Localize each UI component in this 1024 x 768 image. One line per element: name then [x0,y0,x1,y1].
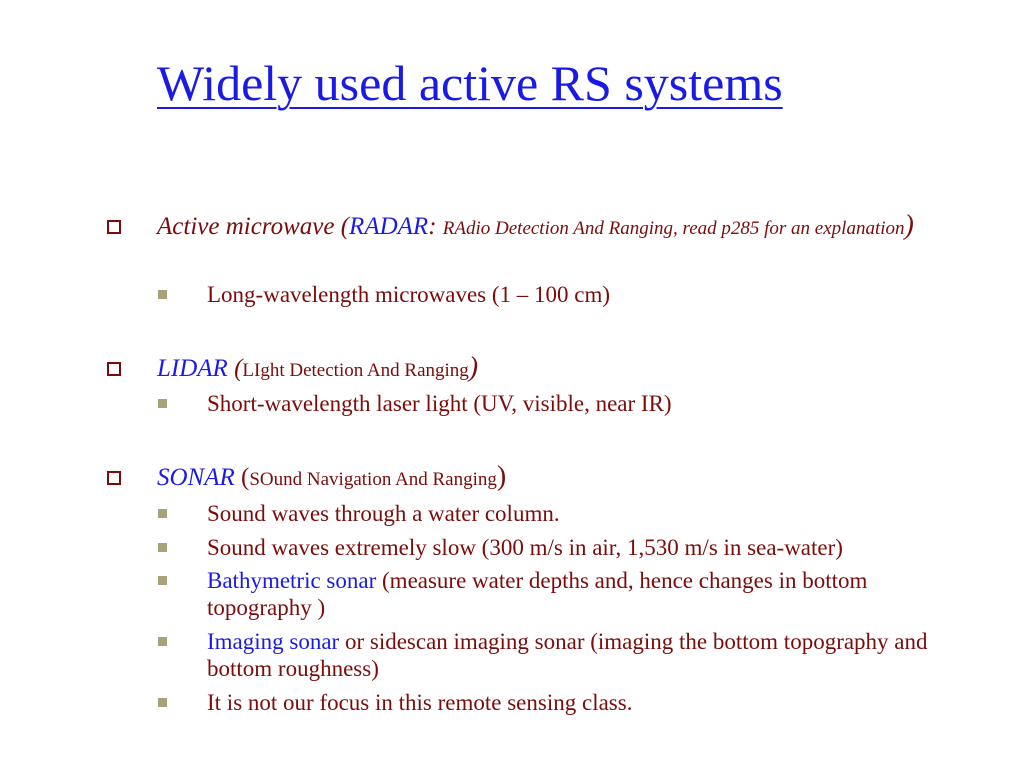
hollow-square-icon [107,220,121,234]
sub-bullet-sonar-2 [207,534,1007,561]
sub-bullet-radar-1 [207,281,1007,308]
sub-bullet-text: Sound waves extremely slow (300 m/s in air, 1,530 m/s in sea-water) [207,535,843,560]
sub-bullet-sonar-4 [207,628,967,682]
filled-square-icon [158,637,167,646]
bullet-sonar [157,462,1017,495]
bullet-lidar-close: ) [468,352,479,383]
sub-bullet-text: Long-wavelength microwaves (1 – 100 cm) [207,282,611,307]
sub-bullet-highlight: Imaging sonar [207,629,340,654]
sub-bullet-sonar-1 [207,500,1007,527]
slide-title: Widely used active RS systems [157,55,783,111]
sub-bullet-highlight: Bathymetric sonar [207,568,377,593]
bullet-radar-colon: : [428,213,437,240]
filled-square-icon [158,290,167,299]
filled-square-icon [158,543,167,552]
bullet-lidar-acronym: LIDAR [157,355,228,382]
filled-square-icon [158,399,167,408]
bullet-radar [157,211,1017,244]
sub-bullet-text: It is not our focus in this remote sensing class. [207,690,633,715]
bullet-lidar-open: ( [227,355,243,382]
filled-square-icon [158,698,167,707]
bullet-sonar-expansion: SOund Navigation And Ranging [249,469,497,490]
filled-square-icon [158,576,167,585]
bullet-sonar-open: ( [234,464,250,491]
sub-bullet-text: Short-wavelength laser light (UV, visible, near IR) [207,391,672,416]
sub-bullet-text: Sound waves through a water column. [207,501,560,526]
bullet-lidar-expansion: LIght Detection And Ranging [242,360,469,381]
bullet-radar-expansion: RAdio Detection And Ranging, read p285 for an explanation [442,218,905,239]
sub-bullet-sonar-5 [207,689,1007,716]
hollow-square-icon [107,362,121,376]
sub-bullet-sonar-3 [207,567,967,621]
bullet-sonar-close: ) [496,461,507,492]
bullet-sonar-acronym: SONAR [157,464,235,491]
sub-bullet-text: (measure water depths and, hence changes in bottom topography ) [207,568,868,620]
sub-bullet-lidar-1 [207,390,1007,417]
bullet-radar-acronym: RADAR [349,213,429,240]
bullet-radar-lead: Active microwave ( [157,213,350,240]
filled-square-icon [158,509,167,518]
bullet-lidar [157,353,1017,386]
hollow-square-icon [107,471,121,485]
sub-bullet-text: or sidescan imaging sonar (imaging the bottom topography and bottom roughness) [207,629,928,681]
bullet-radar-close: ) [904,210,914,241]
